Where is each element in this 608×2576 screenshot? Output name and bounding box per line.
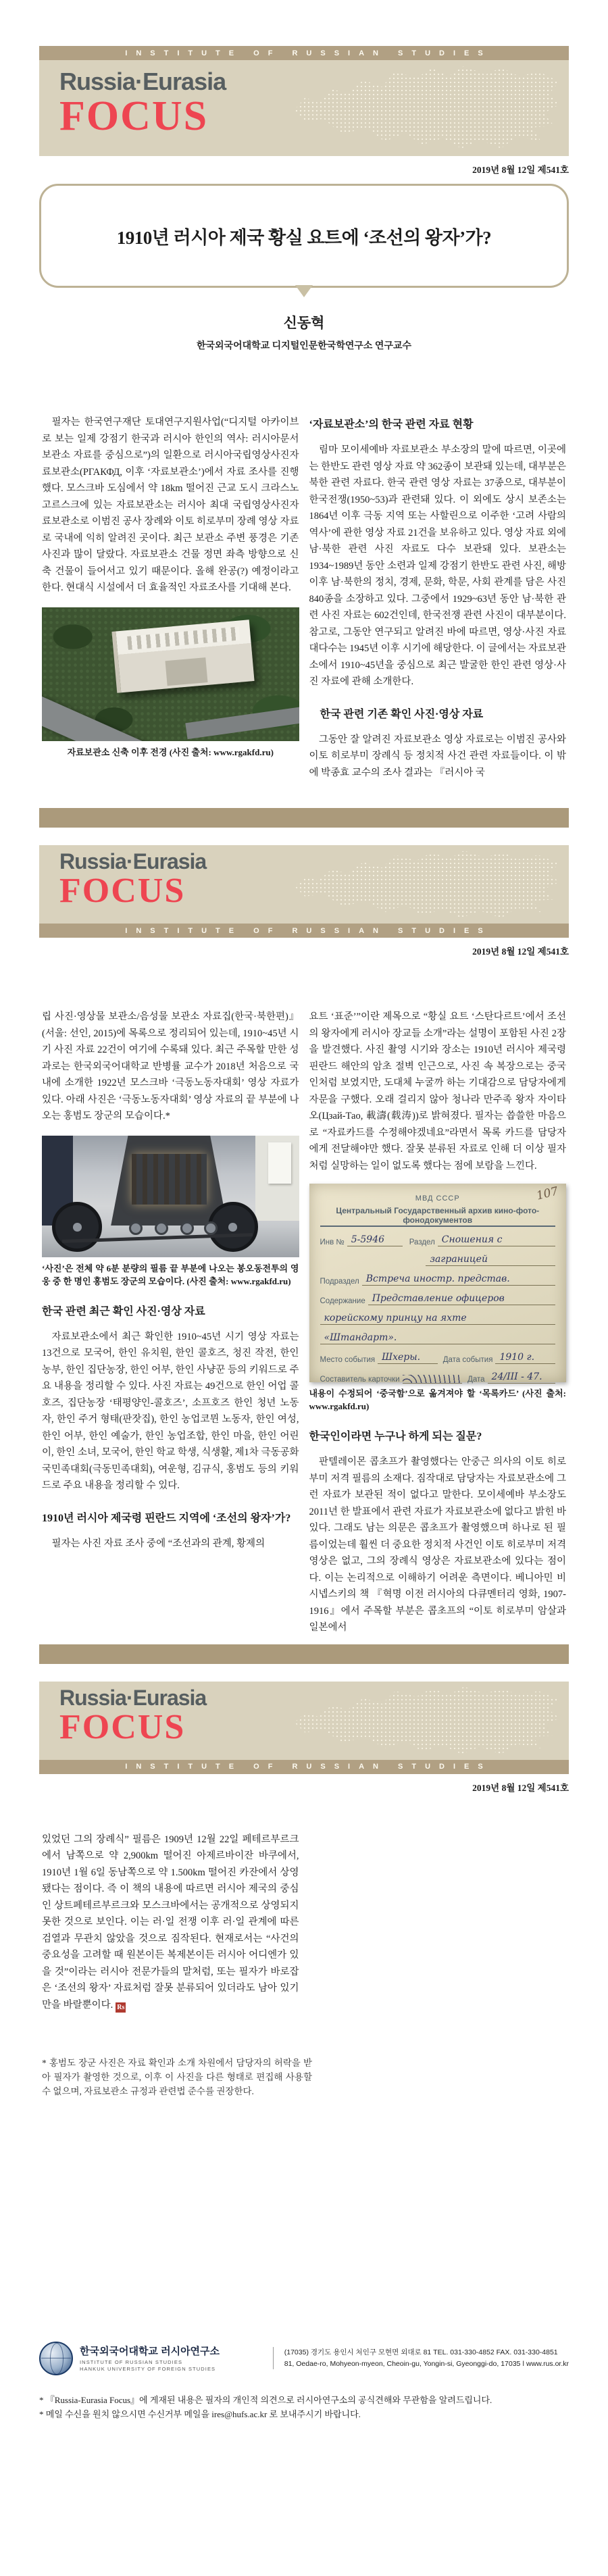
publisher-en-line1: INSTITUTE OF RUSSIAN STUDIES	[80, 2358, 183, 2365]
globe-emblem-icon	[39, 2342, 73, 2375]
page3-columns	[42, 1832, 566, 2021]
publisher-name-korean: 한국외국어대학교 러시아연구소	[80, 2345, 220, 2357]
brand-logo	[59, 851, 206, 909]
card-content-label: Содержание	[320, 1297, 365, 1305]
publisher-names	[80, 2344, 220, 2373]
footer-notes	[39, 2393, 569, 2422]
page1-right-column	[309, 414, 567, 781]
page3-left-paragraph	[42, 1832, 299, 2014]
page1-left-paragraph: 필자는 한국연구재단 토대연구지원사업(“디지털 아카이브로 보는 일제 강점기 한국과 러시아 한인의 역사: 러시아문서보관소 자료를 중심으로”)의 일환으로 러시아국립영상사진자료보관소(РГАКФД, 이후 ‘자료보관소’)에서 자료 조사를 진행했다. 모스크바 도심에서 약 18km 떨어진 근교 도시 크라스노고르스크에 있는 자료보관소는 러시아 최대 국립영상사진자료보관소로 이범진 공사 장례와 이토 히로부미 장례 영상 자료로 국내에 익히 알려진 곳이다. 최근 보관소 주변 풍경은 기존 사진과 많이 달랐다. 자료보관소 건물 정면 좌측 방향으로 신축 건물이 들어서고 있기 때문이다. 올해 완공(?) 예정이라고 한다. 현대식 시설에서 더 효율적인 자료조사를 기대해 본다.	[42, 417, 299, 593]
card-section-row2	[320, 1254, 556, 1266]
address-korean: (17035) 경기도 용인시 처인구 모현면 외대로 81 TEL. 031-330-4852 FAX. 031-330-4851	[284, 2348, 558, 2357]
page-1	[0, 0, 608, 828]
brand-logo	[59, 70, 226, 137]
card-content-value-2: корейскому принцу на яхте	[320, 1313, 556, 1325]
address-english-line	[284, 2358, 569, 2369]
title-box-tail	[295, 285, 313, 297]
masthead-banner-page3	[39, 1682, 569, 1774]
card-inventory-row	[320, 1234, 556, 1246]
brand-russia-eurasia-text: Russia·Eurasia	[59, 68, 226, 95]
publisher-address	[273, 2347, 569, 2369]
institute-bar-text: INSTITUTE OF RUSSIAN STUDIES	[125, 926, 492, 935]
institute-bar	[39, 924, 569, 938]
website-text: www.rus.or.kr	[526, 2359, 569, 2368]
card-event-date-label: Дата события	[442, 1356, 493, 1364]
card-section-label: Раздел	[409, 1238, 435, 1246]
article-footnote: * 홍범도 장군 사진은 자료 확인과 소개 차원에서 담당자의 허락을 받아 필자가 촬영한 것으로, 이후 이 사진을 다른 형태로 편집해 사용할 수 없으며, 자료보관소 규정과 관련법 준수를 권장한다.	[42, 2057, 312, 2096]
author-name: 신동혁	[283, 315, 325, 331]
page1-photo-caption: 자료보관소 신축 이후 전경 (사진 출처: www.rgakfd.ru)	[67, 747, 274, 757]
page2-left-paragraph-2: 자료보관소에서 최근 확인한 1910~45년 시기 영상 자료는 13건으로 모국어, 한인 유치원, 한인 콜호즈, 청진 작전, 한인 농부, 한인 집단농장, 한인 어부, 한인 사냥꾼 등의 키워드로 주요 내용을 정리할 수 있다. 사진 자료는 49건으로 한인 어업 콜호즈, 집단농장 ‘태평양인-콜호즈’, 소프호즈 한인 청년 노동자, 한인 주거 형태(판잣집), 한인 농업코뮌 노동자, 한인 여성, 한인 어부, 한인 예술가, 한인 농업조합, 한인 마을, 한인 어린이, 한인 소녀, 모국어, 한인 학교 학생, 식생활, 제1차 극동공화국민족대회(극동민족대회), 여운형, 김규식, 홍범도 등의 키워드로 주요 내용을 정리할 수 있다.	[42, 1331, 299, 1491]
page2-left-column	[42, 1009, 299, 1636]
institute-bar	[39, 46, 569, 60]
card-inv-label: Инв №	[320, 1238, 345, 1246]
institute-bar	[39, 1760, 569, 1774]
address-divider: ǀ	[522, 2359, 526, 2368]
card-content-row	[320, 1293, 556, 1305]
page2-card-caption: 내용이 수정되어 ‘중국함’으로 옮겨져야 할 ‘목록카드’ (사진 출처: www.rgakfd.ru)	[309, 1388, 566, 1411]
card-inv-value: 5-5946	[347, 1234, 403, 1246]
publisher-name-english	[80, 2359, 220, 2373]
spacer	[0, 828, 608, 845]
section-heading: 한국 관련 기존 확인 사진·영상 자료	[320, 708, 484, 720]
top-margin	[0, 0, 608, 46]
page3-left-paragraph-text: 있었던 그의 장례식” 필름은 1909년 12월 22일 페테르부르크에서 남쪽으로 약 2,900km 떨어진 아제르바이잔 바쿠에서, 1910년 1월 6일 동남쪽으로 약 1.500km 떨어진 카잔에서 상영됐다는 점이다. 즉 이 책의 내용에 따르면 러시아 제국의 중심인 상트페테르부르크와 모스크바에서는 공개적으로 상영되지 못한 것으로 보인다. 이는 러·일 전쟁 이후 러·일 관계에 따른 검열과 무관치 않았을 것으로 짐작된다. 현재로서는 “사건의 중요성을 고려할 때 원본이든 복제본이든 러시아 어디엔가 있을 것”이라는 러시아 전문가들의 말처럼, 또는 필자가 바로잡은 ‘조선의 왕자’ 자료처럼 잘못 분류되어 있더라도 남아 있기만을 바랄뿐이다.	[42, 1834, 299, 2011]
article-title-box	[39, 184, 569, 288]
address-english: 81, Oedae-ro, Mohyeon-myeon, Cheoin-gu, Yongin-si, Gyeonggi-do, 17035	[284, 2359, 521, 2368]
card-agency: МВД СССР	[415, 1194, 460, 1203]
card-subsection-value: Встреча иностр. представ.	[362, 1273, 555, 1286]
card-content-value-3: «Штандарт».	[320, 1332, 556, 1344]
footer-note-disclaimer: * 『Russia-Eurasia Focus』에 게재된 내용은 필자의 개인적 의견으로 러시아연구소의 공식견해와 무관함을 알려드립니다.	[39, 2394, 492, 2405]
spacer	[0, 352, 608, 414]
page-3	[0, 1664, 608, 2422]
article-title: 1910년 러시아 제국 황실 요트에 ‘조선의 왕자’가?	[116, 227, 492, 248]
brand-focus-text: FOCUS	[59, 872, 186, 910]
page1-left-column	[42, 414, 299, 781]
card-archive-name: Центральный Государственный архив кино-фото-фонодокументов	[320, 1206, 556, 1227]
section-heading: 한국 관련 최근 확인 사진·영상 자료	[42, 1305, 205, 1317]
card-archive-line	[320, 1204, 556, 1227]
archive-building-photo	[42, 607, 299, 741]
page3-right-column-empty	[309, 1832, 567, 2021]
masthead-banner-page2	[39, 845, 569, 938]
page3-left-column	[42, 1832, 299, 2021]
russia-map-dotted-icon	[295, 64, 559, 152]
compiler-signature-scribble	[403, 1375, 462, 1384]
card-place-date-row	[320, 1352, 556, 1364]
card-content-row3	[320, 1332, 556, 1344]
publisher-footer-top	[39, 2342, 569, 2375]
film-viewer-photo	[42, 1136, 299, 1257]
globe-meridian	[50, 2343, 64, 2374]
page1-footer-bar	[39, 808, 569, 828]
page-2	[0, 828, 608, 1664]
brand-logo	[59, 1687, 206, 1745]
card-date-value: 24/III - 47.	[488, 1371, 555, 1384]
page2-right-paragraph-1: 요트 ‘표준’”이란 제목으로 “황실 요트 ‘스탄다르트’에서 조선의 왕자에게 러시아 장교들 소개”라는 설명이 포함된 사진 2장을 발견했다. 사진 촬영 시기와 장소는 1910년 러시아 제국령 핀란드 해안의 암초 절벽 인근으로, 사진 속 복장으로는 중국인처럼 보였지만, 도대체 누굴까 하는 기대감으로 담당자에게 자문을 구했다. 오래 걸리지 않아 청나라 만주족 왕자 자이타오(Цзай-Тао, 載濤(载涛))로 밝혀졌다. 필자는 씁쓸한 마음으로 “자료카드를 수정해야겠네요”라면서 목록 카드를 담당자에게 전달해야만 했다. 잘못 분류된 자료로 인해 더 이상 필자처럼 실망하는 일이 없도록 했다는 점에 보람을 느낀다.	[309, 1011, 566, 1171]
spacer	[0, 1664, 608, 1682]
brand-russia-eurasia-text: Russia·Eurasia	[59, 849, 207, 874]
author-affiliation: 한국외국어대학교 디지털인문한국학연구소 연구교수	[196, 341, 412, 351]
paper-on-wall-shape	[268, 1142, 291, 1184]
brand-focus-text: FOCUS	[59, 1707, 186, 1746]
publisher-en-line2: HANKUK UNIVERSITY OF FOREIGN STUDIES	[80, 2366, 216, 2372]
institute-bar-text: INSTITUTE OF RUSSIAN STUDIES	[125, 49, 492, 57]
page2-photo-caption: ‘사진’은 전체 약 6분 분량의 필름 끝 부분에 나오는 봉오동전투의 영웅 중 한 명인 홍범도 장군의 모습이다. (사진 출처: www.rgakfd.ru)	[42, 1263, 299, 1286]
article-end-mark: Rs	[117, 2003, 125, 2011]
projection-screen-shape	[132, 1154, 206, 1205]
card-place-label: Место события	[320, 1356, 376, 1364]
page2-footer-bar	[39, 1644, 569, 1664]
section-heading: 한국인이라면 누구나 하게 되는 질문?	[309, 1431, 482, 1442]
page2-right-paragraph-2: 판텔레이몬 콥초프가 촬영했다는 안중근 의사의 이토 히로부미 저격 필름의 소재다. 짐작대로 담당자는 자료보관소에 그런 자료가 보관된 적이 없다고 말한다. 모이세예바 부소장도 2011년 한 발표에서 관련 자료가 자료보관소에 없다고 밝힌 바 있다. 그래도 남는 의문은 콥초프가 촬영했으며 하나로 된 필름이었는데 훨씬 더 중요한 정치적 사건인 이토 히로부미 저격 영상은 없고, 그의 장례식 영상은 자료보관소에 있다는 점이다. 이는 논리적으로 이해하기 어려운 측면이다. 베니아민 비시넵스키의 책 『혁명 이전 러시아의 다큐멘터리 영화, 1907-1916』에서 주목할 부분은 콥초프의 “이토 히로부미 암살과 일본에서	[309, 1457, 566, 1633]
page2-columns	[42, 1009, 566, 1636]
spacer	[0, 1794, 608, 1832]
page1-right-paragraph-1: 림마 모이세예바 자료보관소 부소장의 말에 따르면, 이곳에는 한반도 관련 영상 자료 약 362종이 보관돼 있는데, 대부분은 북한 관련 자료다. 한국 관련 영상 자료는 37종으로, 대부분이 한국전쟁(1950~53)과 관련돼 있다. 이 외에도 상시 보존소는 1864년 이후 극동 지역 또는 사할린으로 이주한 ‘고려 사람의 역사’에 관한 영상 자료 21건을 보유하고 있다. 영상 자료 외에 남·북한 관련 사진 자료도 다수 보관돼 있다. 보관소는 1934~1989년 동안 소련과 일제 강점기 한반도 관련 사진, 해방 이후 남·북한의 정치, 경제, 문화, 학문, 사회 관계를 담은 사진 840종을 소장하고 있다. 그중에서 1929~63년 동안 남·북한 관련 사진 자료는 602건인데, 한국전쟁 관련 사진이 대부분이다. 참고로, 그동안 연구되고 알려진 바에 따르면, 영상·사진 자료 대다수는 1945년 이후 시기에 해당한다. 이 글에서는 자료보관소에서 1910~45년을 중심으로 최근 발굴한 한인 관련 영상·사진 자료에 관해 소개한다.	[309, 445, 566, 687]
section-heading: 1910년 러시아 제국령 핀란드 지역에 ‘조선의 왕자’가?	[42, 1512, 291, 1524]
brand-focus-text: FOCUS	[59, 93, 209, 139]
page1-columns	[42, 414, 566, 781]
card-subsection-label: Подраздел	[320, 1278, 359, 1286]
issue-date-line: 2019년 8월 12일 제541호	[472, 946, 569, 957]
footer-note-unsubscribe: * 메일 수신을 원치 않으시면 수신거부 메일을 ires@hufs.ac.kr 로 보내주시기 바랍니다.	[39, 2408, 361, 2419]
card-corner-number: 107	[534, 1184, 559, 1203]
issue-date-line: 2019년 8월 12일 제541호	[472, 1782, 569, 1793]
institute-bar-text: INSTITUTE OF RUSSIAN STUDIES	[125, 1763, 492, 1771]
page1-right-paragraph-2: 그동안 잘 알려진 자료보관소 영상 자료로는 이범진 공사와 이토 히로부미 장례식 등 정치적 사건 관련 자료들이다. 이 밖에 박종효 교수의 조사 결과는 『러시아 국	[309, 734, 566, 778]
russia-map-dotted-icon	[295, 849, 559, 921]
masthead-main	[39, 1682, 569, 1760]
publisher-footer	[39, 2342, 569, 2422]
brand-russia-eurasia-text: Russia·Eurasia	[59, 1685, 207, 1710]
film-reel-shape	[52, 1202, 102, 1252]
page2-left-paragraph-1: 립 사진·영상물 보관소/음성물 보관소 자료집(한국·북한편)』 (서울: 선인, 2015)에 목록으로 정리되어 있는데, 1910~45년 시기 사진 자료 22건이 여기에 수록돼 있다. 최근 주목할 만한 성과로는 한국외국어대학교 반병률 교수가 2018년 처음으로 국내에 소개한 1922년 모스크바 ‘극동노동자대회’ 영상 자료가 있다. 아래 사진은 ‘극동노동자대회’ 영상 자료의 끝 부분에 나오는 홍범도 장군의 모습이다.*	[42, 1011, 299, 1121]
archive-building-shape	[111, 620, 254, 693]
russia-map-dotted-icon	[295, 1686, 559, 1757]
card-section-value-2: заграницей	[426, 1254, 555, 1266]
page2-right-column	[309, 1009, 567, 1636]
card-date-label: Дата	[467, 1375, 485, 1384]
page2-left-paragraph-3: 필자는 사진 자료 조사 중에 “조선과의 관계, 황제의	[51, 1538, 265, 1549]
card-place-value: Шхеры.	[378, 1352, 438, 1364]
road-shape	[185, 705, 299, 739]
card-section-value: Сношения с	[438, 1234, 555, 1246]
roller-shape	[204, 1221, 218, 1235]
card-content-value-1: Представление офицеров	[368, 1293, 555, 1305]
issue-date-line: 2019년 8월 12일 제541호	[472, 165, 569, 175]
road-shape	[42, 686, 174, 740]
card-event-date-value: 1910 г.	[495, 1352, 555, 1364]
masthead-main	[39, 60, 569, 156]
card-agency-line	[320, 1192, 556, 1204]
card-compiler-label: Составитель карточки	[320, 1375, 400, 1384]
section-heading: ‘자료보관소’의 한국 관련 자료 현황	[309, 419, 474, 430]
archive-catalog-card-photo	[309, 1184, 567, 1382]
card-compiler-row	[320, 1371, 556, 1384]
spacer	[0, 957, 608, 1009]
masthead-main	[39, 845, 569, 924]
card-subsection-row	[320, 1273, 556, 1286]
card-content-row2	[320, 1313, 556, 1325]
masthead-banner-page1	[39, 46, 569, 156]
